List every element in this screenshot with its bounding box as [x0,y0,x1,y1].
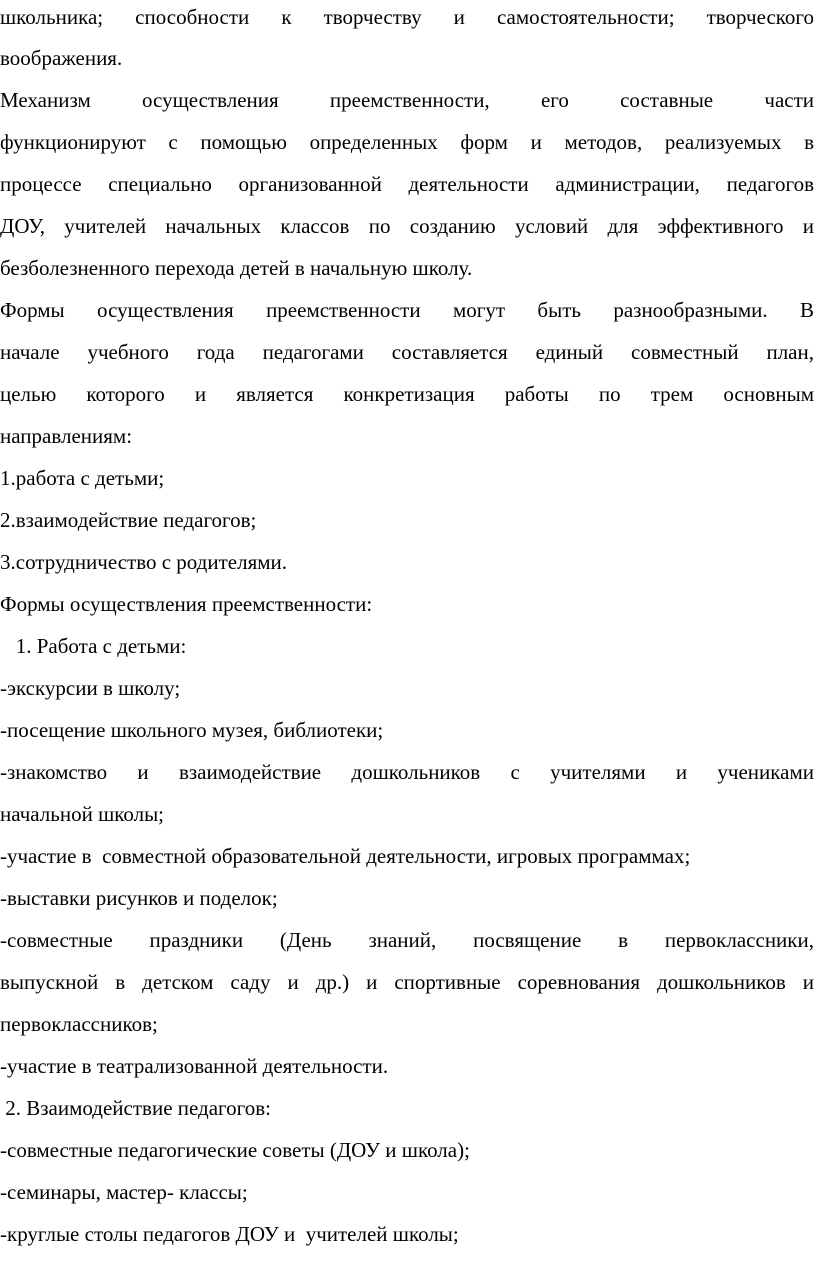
list-item: -совместные праздники (День знаний, посвящение в первоклассники, [0,928,814,952]
text-line: направлениям: [0,424,133,448]
section-heading: Формы осуществления преемственности: [0,592,373,616]
text-line: Механизм осуществления преемственности, его составные части [0,88,814,112]
text-line: первоклассников; [0,1012,158,1036]
list-item: -участие в театрализованной деятельности. [0,1054,389,1078]
subsection-heading: 2. Взаимодействие педагогов: [0,1096,271,1120]
list-item: -семинары, мастер- классы; [0,1180,248,1204]
list-item: 1.работа с детьми; [0,466,165,490]
list-item: -совместные педагогические советы (ДОУ и школа); [0,1138,470,1162]
text-line: выпускной в детском саду и др.) и спортивные соревнования дошкольников и [0,970,814,994]
text-line: школьника; способности к творчеству и самостоятельности; творческого [0,5,814,29]
text-line: ДОУ, учителей начальных классов по созданию условий для эффективного и [0,214,814,238]
subsection-heading: 1. Работа с детьми: [0,634,187,658]
text-line: воображения. [0,46,123,70]
text-line: целью которого и является конкретизация работы по трем основным [0,382,814,406]
list-item: -знакомство и взаимодействие дошкольников с учителями и учениками [0,760,814,784]
list-item: -выставки рисунков и поделок; [0,886,278,910]
text-line: начале учебного года педагогами составляется единый совместный план, [0,340,814,364]
text-line: процессе специально организованной деятельности администрации, педагогов [0,172,814,196]
list-item: -участие в совместной образовательной деятельности, игровых программах; [0,844,691,868]
list-item: 3.сотрудничество с родителями. [0,550,288,574]
list-item: -круглые столы педагогов ДОУ и учителей школы; [0,1222,459,1246]
list-item: 2.взаимодействие педагогов; [0,508,257,532]
text-line: начальной школы; [0,802,165,826]
text-line: безболезненного перехода детей в начальную школу. [0,256,473,280]
list-item: -посещение школьного музея, библиотеки; [0,718,384,742]
text-line: Формы осуществления преемственности могут быть разнообразными. В [0,298,814,322]
list-item: -экскурсии в школу; [0,676,181,700]
text-line: функционируют с помощью определенных форм и методов, реализуемых в [0,130,814,154]
